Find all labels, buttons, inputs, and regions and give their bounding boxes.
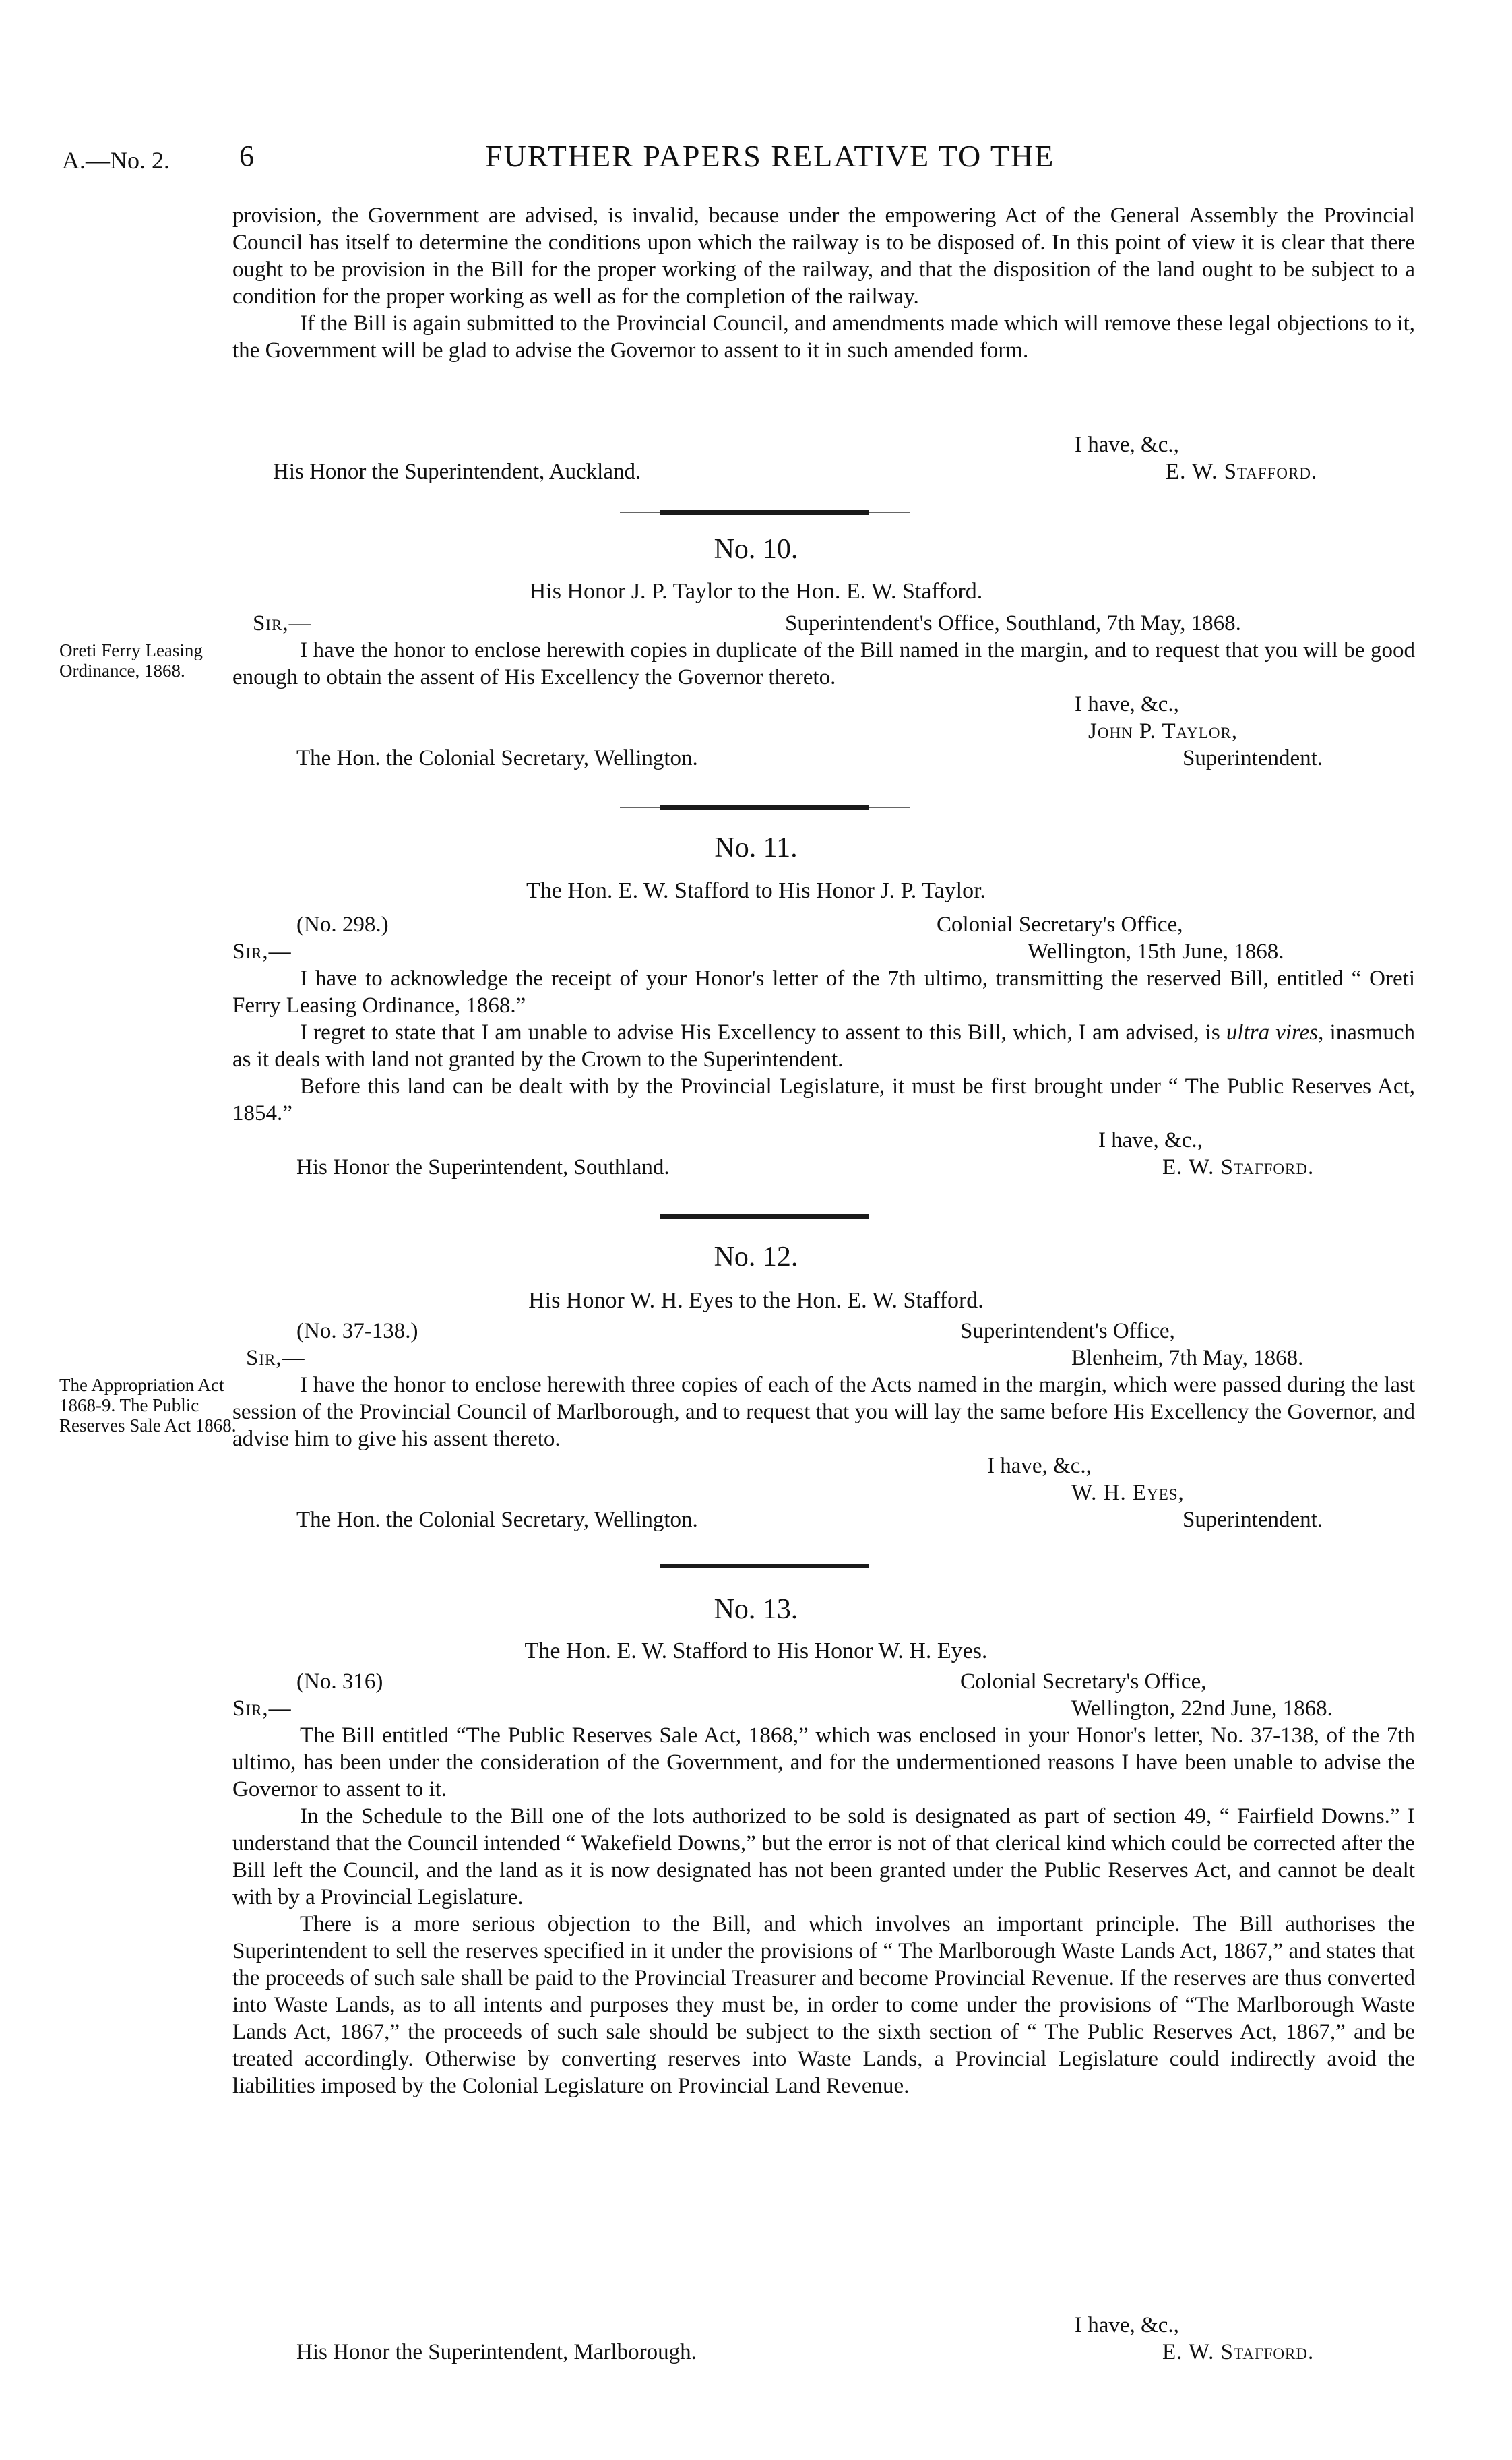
- paragraph-text: I regret to state that I am unable to advise His Excellency to assent to this Bill, which, I am advised, is: [300, 1020, 1220, 1045]
- paragraph: In the Schedule to the Bill one of the lots authorized to be sold is designated as part of section 49, “ Fairfield Downs.” I understand that the Council intended “ Wakefield Downs,” but the error is not of that clerical kind which could be corrected after the Bill left the Council, and the land as it is now designated has not been granted under the Public Reserves Act, and cannot be dealt with by a Provincial Legislature.: [232, 1804, 1415, 1909]
- place-line-2: Wellington, 22nd June, 1868.: [1071, 1696, 1333, 1721]
- closing: I have, &c.,: [987, 1454, 1092, 1478]
- addressee: His Honor the Superintendent, Marlborough.: [296, 2340, 697, 2364]
- paragraph: provision, the Government are advised, is invalid, because under the empowering Act of the General Assembly the Provincial Council has itself to determine the conditions upon which the railway is to be disposed of. In this point of view it is clear that there ought to be provision in the Bill for the proper working of the railway, and that the disposition of the land ought to be subject to a condition for the proper working as well as for the completion of the railway.: [232, 204, 1415, 309]
- place-line-1: Colonial Secretary's Office,: [937, 913, 1183, 937]
- section-divider: [660, 1564, 869, 1568]
- paragraph: The Bill entitled “The Public Reserves Sale Act, 1868,” which was enclosed in your Honor's letter, No. 37-138, of the 7th ultimo, has been under the consideration of the Government, and for the undermentioned reasons I have been unable to advise the Governor to assent to it.: [232, 1723, 1415, 1802]
- page-number: 6: [239, 140, 254, 173]
- place-line-1: Colonial Secretary's Office,: [960, 1669, 1207, 1694]
- letter-body: [232, 965, 1415, 1127]
- addressee: The Hon. the Colonial Secretary, Wellington.: [296, 746, 698, 770]
- salutation: Sir,—: [246, 1346, 305, 1370]
- salutation: Sir,—: [232, 940, 292, 964]
- paragraph-text: inasmuch as it deals with land not granted by the Crown to the Superintendent.: [232, 1020, 1416, 1072]
- paragraph: [232, 1019, 1415, 1073]
- paragraph: I have to acknowledge the receipt of your Honor's letter of the 7th ultimo, transmitting the reserved Bill, entitled “ Oreti Ferry Leasing Ordinance, 1868.”: [232, 966, 1415, 1018]
- letter-reference: (No. 37-138.): [296, 1319, 418, 1343]
- addressee: His Honor the Superintendent, Auckland.: [273, 460, 641, 484]
- paragraph: I have the honor to enclose herewith three copies of each of the Acts named in the margin, which were passed during the last session of the Provincial Council of Marlborough, and to request that you will lay the same before His Excellency the Governor, and advise him to give his assent thereto.: [232, 1373, 1415, 1451]
- top-letter-body: [232, 202, 1415, 364]
- letter-from-to: The Hon. E. W. Stafford to His Honor J. P. Taylor.: [526, 878, 986, 903]
- signature: W. H. Eyes,: [1071, 1481, 1185, 1505]
- salutation: Sir,—: [232, 1696, 292, 1721]
- document-code: A.—No. 2.: [62, 147, 170, 174]
- signature: E. W. Stafford.: [1166, 460, 1318, 484]
- section-divider: [660, 805, 869, 810]
- addressee: His Honor the Superintendent, Southland.: [296, 1155, 670, 1179]
- place-line-1: Superintendent's Office,: [960, 1319, 1175, 1343]
- paragraph: There is a more serious objection to the Bill, and which involves an important principle. The Bill authorises the Superintendent to sell the reserves specified in it under the provisions of “ The Marlborough Waste Lands Act, 1867,” and states that the proceeds of such sale shall be paid to the Provincial Treasurer and become Provincial Revenue. If the reserves are thus converted into Waste Lands, as to all intents and purposes they must be, in order to come under the provisions of “The Marlborough Waste Lands Act, 1867,” the proceeds of such sale should be subject to the sixth section of “ The Public Reserves Act, 1867,” and be treated accordingly. Otherwise by converting reserves into Waste Lands, a Provincial Legislature could indirectly avoid the liabilities imposed by the Colonial Legislature on Provincial Land Revenue.: [232, 1912, 1415, 2098]
- letter-reference: (No. 316): [296, 1669, 383, 1694]
- closing: I have, &c.,: [1075, 692, 1179, 716]
- paragraph: If the Bill is again submitted to the Provincial Council, and amendments made which will remove these legal objections to it, the Government will be glad to advise the Governor to assent to it in such amended form.: [232, 311, 1415, 363]
- closing: I have, &c.,: [1075, 433, 1179, 457]
- letter-number: No. 13.: [714, 1594, 798, 1625]
- salutation: Sir,—: [253, 611, 312, 636]
- addressee: The Hon. the Colonial Secretary, Wellington.: [296, 1508, 698, 1532]
- letter-body: [232, 1722, 1415, 2099]
- place-line-2: Blenheim, 7th May, 1868.: [1071, 1346, 1304, 1370]
- letter-body: [232, 1372, 1415, 1452]
- letter-from-to: His Honor W. H. Eyes to the Hon. E. W. Stafford.: [528, 1288, 984, 1313]
- letter-from-to: The Hon. E. W. Stafford to His Honor W. H. Eyes.: [524, 1638, 988, 1663]
- signature-title: Superintendent.: [1183, 746, 1323, 770]
- letter-number: No. 11.: [714, 832, 798, 863]
- place-date: Superintendent's Office, Southland, 7th May, 1868.: [785, 611, 1241, 636]
- closing: I have, &c.,: [1098, 1128, 1203, 1152]
- latin-phrase: ultra vires,: [1226, 1020, 1324, 1045]
- letter-body: [232, 637, 1415, 691]
- margin-note: Oreti Ferry Leasing Ordinance, 1868.: [59, 640, 203, 681]
- letter-number: No. 10.: [714, 534, 798, 565]
- margin-note: The Appropriation Act 1868-9. The Public Reserves Sale Act 1868.: [59, 1375, 237, 1436]
- signature: E. W. Stafford.: [1162, 1155, 1315, 1179]
- closing: I have, &c.,: [1075, 2313, 1179, 2337]
- section-divider: [660, 1214, 869, 1219]
- paragraph: Before this land can be dealt with by the Provincial Legislature, it must be first brought under “ The Public Reserves Act, 1854.”: [232, 1074, 1415, 1126]
- letter-reference: (No. 298.): [296, 913, 389, 937]
- place-line-2: Wellington, 15th June, 1868.: [1028, 940, 1284, 964]
- paragraph: I have the honor to enclose herewith copies in duplicate of the Bill named in the margin, and to request that you will be good enough to obtain the assent of His Excellency the Governor thereto.: [232, 638, 1415, 689]
- signature-title: Superintendent.: [1183, 1508, 1323, 1532]
- letter-number: No. 12.: [714, 1241, 798, 1272]
- signature: John P. Taylor,: [1088, 719, 1238, 743]
- signature: E. W. Stafford.: [1162, 2340, 1315, 2364]
- running-title: FURTHER PAPERS RELATIVE TO THE: [485, 139, 1055, 173]
- letter-from-to: His Honor J. P. Taylor to the Hon. E. W. Stafford.: [529, 579, 983, 604]
- section-divider: [660, 510, 869, 515]
